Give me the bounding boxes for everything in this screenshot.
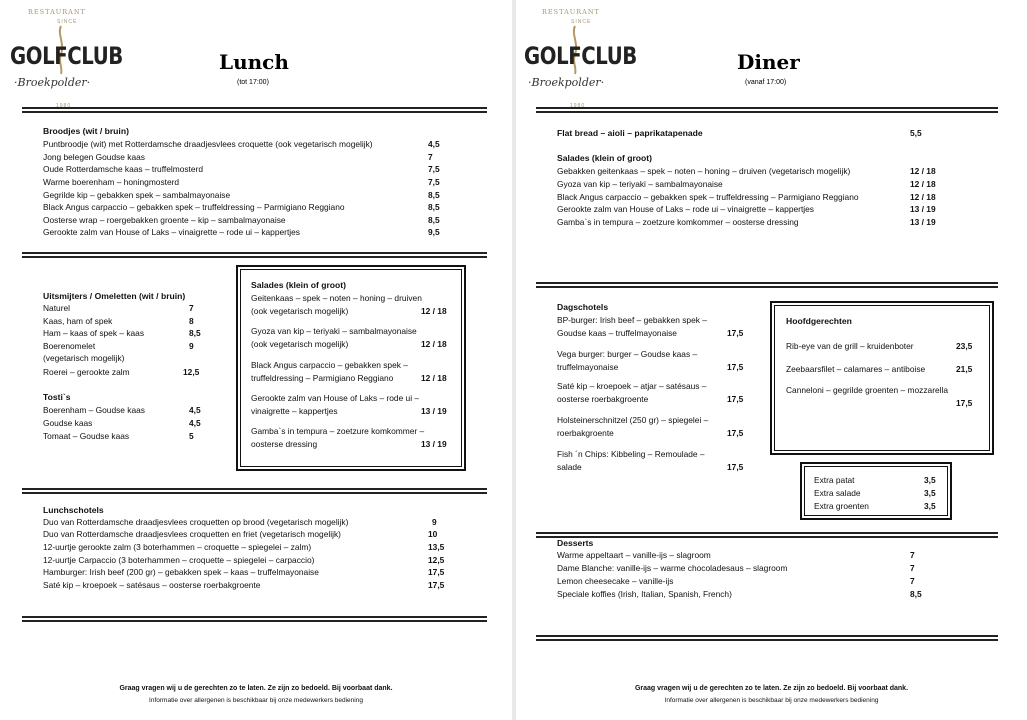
menu-item-detail: vinaigrette – kappertjes bbox=[251, 406, 338, 416]
menu-item: Rib-eye van de grill – kruidenboter bbox=[786, 341, 914, 351]
menu-item-price: 12,5 bbox=[183, 367, 200, 377]
menu-item-detail: (ook vegetarisch mogelijk) bbox=[251, 306, 349, 316]
section-heading-uitsmijters: Uitsmijters / Omeletten (wit / bruin) bbox=[43, 291, 186, 301]
menu-item-price: 3,5 bbox=[924, 501, 936, 511]
menu-item: Vega burger: burger – Goudse kaas – bbox=[557, 349, 698, 359]
divider bbox=[22, 488, 487, 490]
divider bbox=[536, 282, 998, 284]
menu-item-price: 5 bbox=[189, 431, 194, 441]
menu-item: Gerookte zalm van House of Laks – rode ui – bbox=[251, 393, 420, 403]
divider bbox=[22, 107, 487, 109]
menu-item-price: 9,5 bbox=[428, 227, 440, 237]
menu-item: Duo van Rotterdamsche draadjesvlees croquetten op brood (vegetarisch mogelijk) bbox=[43, 517, 349, 527]
divider bbox=[536, 532, 998, 534]
footer-note: Graag vragen wij u de gerechten zo te laten. Ze zijn zo bedoeld. Bij voorbaat dank. bbox=[119, 685, 393, 692]
menu-item-price: 8,5 bbox=[428, 202, 440, 212]
menu-item: 12-uurtje gerookte zalm (3 boterhammen – croquette – spiegelei – zalm) bbox=[43, 542, 312, 552]
menu-item-price: 7 bbox=[910, 576, 915, 586]
logo-since-text: SINCE bbox=[57, 19, 78, 25]
menu-item-price: 7 bbox=[910, 563, 915, 573]
logo-restaurant-text: RESTAURANT bbox=[542, 8, 600, 16]
menu-item-price: 12 / 18 bbox=[421, 339, 447, 349]
menu-item-price: 12 / 18 bbox=[910, 179, 936, 189]
logo-year: 1980 bbox=[56, 103, 72, 109]
menu-item: Hamburger: Irish beef (200 gr) – gebakken spek – kaas – truffelmayonaise bbox=[43, 567, 319, 577]
menu-item: BP-burger: Irish beef – gebakken spek – bbox=[557, 315, 707, 325]
divider bbox=[22, 111, 487, 113]
divider bbox=[536, 111, 998, 113]
menu-item-detail: roerbakgroente bbox=[557, 428, 614, 438]
menu-item: Tomaat – Goudse kaas bbox=[43, 431, 130, 441]
menu-item: Warme boerenham – honingmosterd bbox=[43, 177, 180, 187]
menu-item: Gamba`s in tempura – zoetzure komkommer – bbox=[251, 426, 425, 436]
divider bbox=[536, 635, 998, 637]
menu-item-price: 17,5 bbox=[956, 398, 973, 408]
menu-item-price: 17,5 bbox=[727, 362, 744, 372]
menu-item-price: 8 bbox=[189, 316, 194, 326]
section-heading-broodjes: Broodjes (wit / bruin) bbox=[43, 126, 129, 136]
menu-item-price: 8,5 bbox=[189, 328, 201, 338]
divider bbox=[22, 620, 487, 622]
divider bbox=[22, 252, 487, 254]
menu-item: Jong belegen Goudse kaas bbox=[43, 152, 145, 162]
menu-item: Zeebaarsfilet – calamares – antiboise bbox=[786, 364, 926, 374]
menu-item: Gyoza van kip – teriyaki – sambalmayonaise bbox=[557, 179, 723, 189]
menu-item-price: 9 bbox=[432, 517, 437, 527]
menu-item-price: 7 bbox=[428, 152, 433, 162]
menu-item-price: 17,5 bbox=[727, 394, 744, 404]
menu-item-price: 13 / 19 bbox=[910, 204, 936, 214]
logo-name: GOLFCLUB bbox=[10, 42, 123, 70]
menu-item-price: 17,5 bbox=[727, 462, 744, 472]
divider bbox=[536, 639, 998, 641]
golfclub-logo bbox=[10, 6, 123, 109]
menu-item-price: 17,5 bbox=[727, 428, 744, 438]
menu-item: Saté kip – kroepoek – satésaus – oosterse roerbakgroente bbox=[43, 580, 261, 590]
menu-item-price: 7,5 bbox=[428, 164, 440, 174]
menu-item-price: 3,5 bbox=[924, 475, 936, 485]
menu-item-price: 9 bbox=[189, 341, 194, 351]
page-subtitle: (vanaf 17:00) bbox=[745, 79, 787, 86]
section-heading-hoofdgerechten: Hoofdgerechten bbox=[786, 316, 852, 326]
menu-item-price: 12 / 18 bbox=[910, 192, 936, 202]
menu-item-price: 10 bbox=[428, 529, 438, 539]
menu-item-price: 8,5 bbox=[428, 215, 440, 225]
menu-item: Roerei – gerookte zalm bbox=[43, 367, 130, 377]
menu-item-price: 7 bbox=[910, 550, 915, 560]
logo-subtitle: ·Broekpolder· bbox=[528, 76, 605, 89]
menu-item: Kaas, ham of spek bbox=[43, 316, 113, 326]
menu-item-price: 23,5 bbox=[956, 341, 973, 351]
menu-item: Goudse kaas bbox=[43, 418, 93, 428]
logo-name: GOLFCLUB bbox=[524, 42, 637, 70]
menu-item-detail: Goudse kaas – truffelmayonaise bbox=[557, 328, 677, 338]
menu-item: Canneloni – gegrilde groenten – mozzarella bbox=[786, 385, 949, 395]
section-heading-dagschotels: Dagschotels bbox=[557, 302, 609, 312]
diner-menu-page bbox=[516, 0, 1027, 720]
menu-item-price: 13,5 bbox=[428, 542, 445, 552]
menu-item-detail: oosterse dressing bbox=[251, 439, 318, 449]
menu-item: Saté kip – kroepoek – atjar – satésaus – bbox=[557, 381, 707, 391]
divider bbox=[536, 536, 998, 538]
menu-item: Black Angus carpaccio – gebakken spek – truffeldressing – Parmigiano Reggiano bbox=[557, 192, 859, 202]
menu-item-price: 13 / 19 bbox=[421, 439, 447, 449]
menu-item-price: 17,5 bbox=[727, 328, 744, 338]
menu-item-price: 5,5 bbox=[910, 128, 922, 138]
menu-item: Naturel bbox=[43, 303, 70, 313]
menu-item-detail: truffeldressing – Parmigiano Reggiano bbox=[251, 373, 394, 383]
menu-item-flatbread: Flat bread – aioli – paprikatapenade bbox=[557, 128, 703, 138]
menu-item-price: 17,5 bbox=[428, 580, 445, 590]
section-heading-desserts: Desserts bbox=[557, 538, 594, 548]
menu-item: Oosterse wrap – roergebakken groente – kip – sambalmayonaise bbox=[43, 215, 286, 225]
menu-item: (vegetarisch mogelijk) bbox=[43, 353, 125, 363]
lunch-menu-page bbox=[0, 0, 512, 720]
menu-item: Gamba`s in tempura – zoetzure komkommer – oosterse dressing bbox=[557, 217, 799, 227]
section-heading-lunchschotels: Lunchschotels bbox=[43, 505, 104, 515]
menu-item-price: 12 / 18 bbox=[421, 306, 447, 316]
menu-item: Gyoza van kip – teriyaki – sambalmayonaise bbox=[251, 326, 417, 336]
menu-item-detail: oosterse roerbakgroente bbox=[557, 394, 649, 404]
menu-item: Geitenkaas – spek – noten – honing – druiven bbox=[251, 293, 422, 303]
menu-item-price: 8,5 bbox=[428, 190, 440, 200]
menu-item-price: 4,5 bbox=[189, 405, 201, 415]
divider bbox=[22, 492, 487, 494]
divider bbox=[22, 256, 487, 258]
menu-item-detail: salade bbox=[557, 462, 582, 472]
menu-item: Gerookte zalm van House of Laks – rode ui – vinaigrette – kappertjes bbox=[557, 204, 814, 214]
menu-item-price: 12 / 18 bbox=[421, 373, 447, 383]
menu-item-price: 7,5 bbox=[428, 177, 440, 187]
menu-item: Fish ´n Chips: Kibbeling – Remoulade – bbox=[557, 449, 705, 459]
logo-year: 1980 bbox=[570, 103, 586, 109]
menu-item: Boerenham – Goudse kaas bbox=[43, 405, 145, 415]
menu-item: Ham – kaas of spek – kaas bbox=[43, 328, 145, 338]
menu-item: Extra patat bbox=[814, 475, 855, 485]
footer-allergen-note: Informatie over allergenen is beschikbaar bij onze medewerkers bediening bbox=[664, 697, 879, 704]
menu-item-price: 12,5 bbox=[428, 555, 445, 565]
menu-item-price: 13 / 19 bbox=[421, 406, 447, 416]
menu-item: Puntbroodje (wit) met Rotterdamsche draadjesvlees croquette (ook vegetarisch mogelijk) bbox=[43, 139, 373, 149]
menu-item: Extra salade bbox=[814, 488, 861, 498]
menu-item-price: 8,5 bbox=[910, 589, 922, 599]
logo-restaurant-text: RESTAURANT bbox=[28, 8, 86, 16]
golfclub-logo bbox=[524, 6, 637, 109]
menu-item-price: 12 / 18 bbox=[910, 166, 936, 176]
menu-item-price: 7 bbox=[189, 303, 194, 313]
menu-item: Dame Blanche: vanille-ijs – warme chocoladesaus – slagroom bbox=[557, 563, 788, 573]
section-heading-salades: Salades (klein of groot) bbox=[251, 280, 347, 290]
footer-note: Graag vragen wij u de gerechten zo te laten. Ze zijn zo bedoeld. Bij voorbaat dank. bbox=[634, 685, 909, 692]
menu-item: Boerenomelet bbox=[43, 341, 96, 351]
section-heading-salades: Salades (klein of groot) bbox=[557, 153, 653, 163]
menu-item: Duo van Rotterdamsche draadjesvlees croquetten en friet (vegetarisch mogelijk) bbox=[43, 529, 341, 539]
menu-item: Gegrilde kip – gebakken spek – sambalmayonaise bbox=[43, 190, 231, 200]
menu-item: Warme appeltaart – vanille-ijs – slagroom bbox=[557, 550, 711, 560]
menu-item-price: 3,5 bbox=[924, 488, 936, 498]
menu-item-price: 4,5 bbox=[189, 418, 201, 428]
logo-since-text: SINCE bbox=[571, 19, 592, 25]
menu-item-detail: (ook vegetarisch mogelijk) bbox=[251, 339, 349, 349]
menu-item: Black Angus carpaccio – gebakken spek – bbox=[251, 360, 408, 370]
menu-item: 12-uurtje Carpaccio (3 boterhammen – croquette – spiegelei – carpaccio) bbox=[43, 555, 315, 565]
divider bbox=[22, 616, 487, 618]
menu-item: Holsteinerschnitzel (250 gr) – spiegelei – bbox=[557, 415, 709, 425]
menu-item-price: 13 / 19 bbox=[910, 217, 936, 227]
menu-item-price: 21,5 bbox=[956, 364, 973, 374]
page-subtitle: (tot 17:00) bbox=[237, 79, 269, 86]
page-title: Lunch bbox=[219, 50, 289, 74]
menu-item: Oude Rotterdamsche kaas – truffelmosterd bbox=[43, 164, 203, 174]
menu-item-detail: truffelmayonaise bbox=[557, 362, 619, 372]
menu-item-price: 17,5 bbox=[428, 567, 445, 577]
page-title: Diner bbox=[737, 50, 800, 74]
logo-subtitle: ·Broekpolder· bbox=[14, 76, 91, 89]
menu-item: Gerookte zalm van House of Laks – vinaigrette – rode ui – kappertjes bbox=[43, 227, 300, 237]
menu-item: Extra groenten bbox=[814, 501, 869, 511]
divider bbox=[536, 107, 998, 109]
menu-item: Black Angus carpaccio – gebakken spek – truffeldressing – Parmigiano Reggiano bbox=[43, 202, 345, 212]
divider bbox=[536, 286, 998, 288]
footer-allergen-note: Informatie over allergenen is beschikbaar bij onze medewerkers bediening bbox=[149, 697, 363, 704]
menu-item: Gebakken geitenkaas – spek – noten – honing – druiven (vegetarisch mogelijk) bbox=[557, 166, 851, 176]
section-heading-tostis: Tosti`s bbox=[43, 392, 71, 402]
menu-item: Lemon cheesecake – vanille-ijs bbox=[557, 576, 674, 586]
menu-item: Speciale koffies (Irish, Italian, Spanish, French) bbox=[557, 589, 732, 599]
menu-item-price: 4,5 bbox=[428, 139, 440, 149]
